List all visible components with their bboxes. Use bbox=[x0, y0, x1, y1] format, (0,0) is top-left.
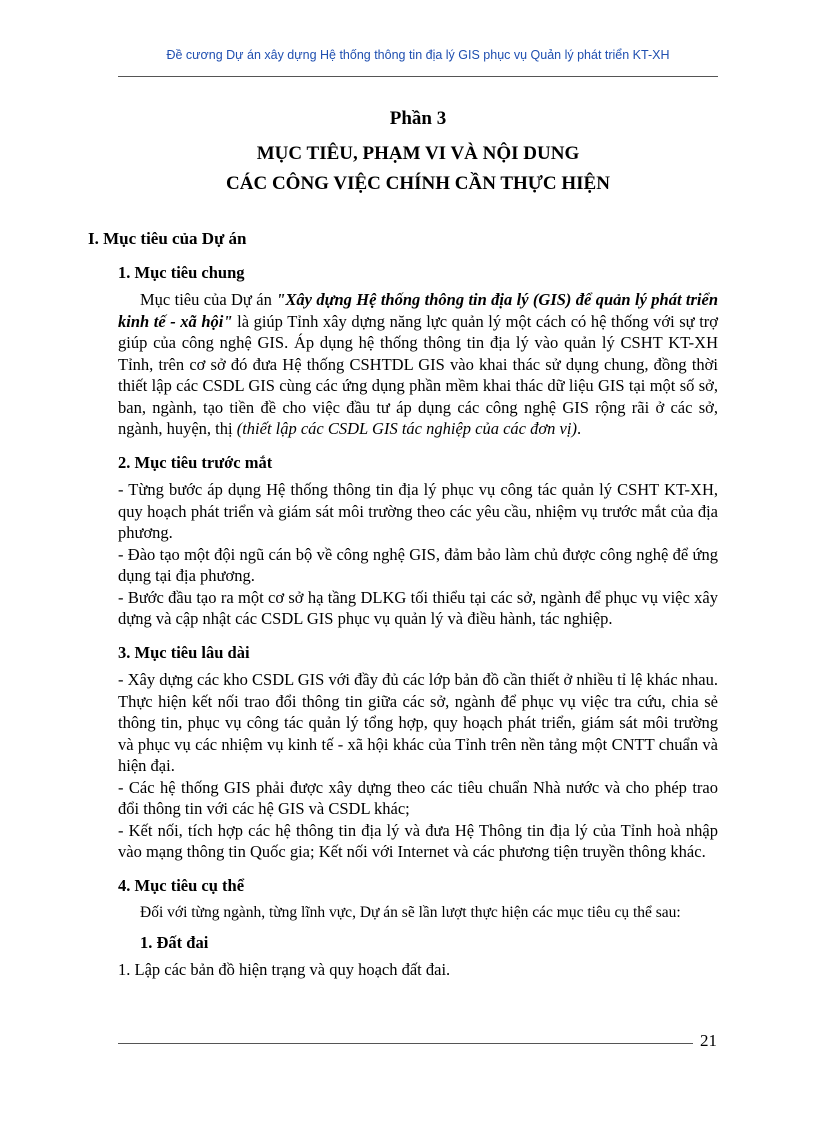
project-name-emphasis: "Xây dựng Hệ thống thông tin địa lý (GIS) để quản lý phát triển kinh tế - xã hội" bbox=[118, 290, 718, 331]
paragraph-text: Mục tiêu của Dự án bbox=[140, 290, 277, 309]
numbered-item: 1. Lập các bản đồ hiện trạng và quy hoạch đất đai. bbox=[118, 960, 451, 979]
specific-objectives-intro: Đối với từng ngành, từng lĩnh vực, Dự án sẽ lần lượt thực hiện các mục tiêu cụ thể sau: bbox=[140, 904, 681, 921]
list-item: - Kết nối, tích hợp các hệ thông tin địa lý và đưa Hệ Thông tin địa lý của Tỉnh hoà nhập vào mạng thông tin Quốc gia; Kết nối với Internet và các phương tiện truyền thông khác. bbox=[118, 820, 718, 861]
paragraph-italic-note: (thiết lập các CSDL GIS tác nghiệp của các đơn vị) bbox=[236, 419, 577, 438]
list-item: - Bước đầu tạo ra một cơ sở hạ tầng DLKG tối thiểu tại các sở, ngành để phục vụ việc xây dựng và cập nhật các CSDL GIS phục vụ quản lý và điều hành, tác nghiệp. bbox=[118, 587, 718, 628]
subsection-heading-2: 2. Mục tiêu trước mắt bbox=[118, 452, 273, 472]
running-header: Đề cương Dự án xây dựng Hệ thống thông tin địa lý GIS phục vụ Quản lý phát triển KT-XH bbox=[166, 48, 670, 62]
list-item: - Từng bước áp dụng Hệ thống thông tin địa lý phục vụ công tác quản lý CSHT KT-XH, quy hoạch phát triển và giám sát môi trường theo các yêu cầu, nhiệm vụ trước mắt của địa phương. bbox=[118, 480, 718, 542]
footer-rule bbox=[118, 1043, 693, 1044]
section-heading: I. Mục tiêu của Dự án bbox=[88, 229, 247, 248]
list-item: - Các hệ thống GIS phải được xây dựng theo các tiêu chuẩn Nhà nước và cho phép trao đổi thông tin với các hệ GIS và CSDL khác; bbox=[118, 777, 718, 818]
chapter-title-block bbox=[118, 104, 718, 199]
document-body bbox=[88, 228, 719, 981]
subsection-heading-1: 1. Mục tiêu chung bbox=[118, 262, 245, 282]
general-objective-paragraph bbox=[118, 289, 718, 440]
subsection-heading-4: 4. Mục tiêu cụ thể bbox=[118, 875, 245, 895]
page-number: 21 bbox=[700, 1031, 717, 1050]
part-title: Phần 3 bbox=[389, 108, 447, 129]
land-subheading: 1. Đất đai bbox=[140, 932, 209, 952]
subsection-heading-3: 3. Mục tiêu lâu dài bbox=[118, 642, 250, 662]
chapter-title-line1: MỤC TIÊU, PHẠM VI VÀ NỘI DUNG bbox=[256, 143, 580, 164]
chapter-title-line2: CÁC CÔNG VIỆC CHÍNH CẦN THỰC HIỆN bbox=[226, 173, 610, 194]
paragraph-text: . bbox=[576, 419, 582, 438]
list-item: - Xây dựng các kho CSDL GIS với đầy đủ các lớp bản đồ cần thiết ở nhiều tỉ lệ khác nhau. Thực hiện kết nối trao đổi thông tin giữa các sở, ngành để phục vụ việc tra cứu, chia sẻ thông tin, phục vụ công tác quản lý tổng hợp, quy hoạch phát triển, giám sát môi trường và phục vụ các nhiệm vụ kinh tế - xã hội khác của Tỉnh trên nền tảng một CNTT chuẩn và hiện đại. bbox=[118, 670, 718, 775]
paragraph-text: là giúp Tỉnh xây dựng năng lực quản lý một cách có hệ thống với sự trợ giúp của công nghệ GIS. Áp dụng hệ thống thông tin địa lý vào quản lý CSHT KT-XH Tỉnh, trên cơ sở đó đưa Hệ thống CSHTDL GIS vào khai thác sử dụng chung, đồng thời thiết lập các CSDL GIS cùng các ứng dụng phần mềm khai thác dữ liệu GIS tại một số sở, ban, ngành, tạo tiền đề cho việc đầu tư áp dụng các công nghệ GIS rộng rãi ở các sở, ngành, huyện, thị bbox=[118, 311, 719, 438]
header-rule bbox=[118, 76, 718, 77]
list-item: - Đào tạo một đội ngũ cán bộ về công nghệ GIS, đảm bảo làm chủ được công nghệ để ứng dụng tại địa phương. bbox=[118, 544, 718, 585]
